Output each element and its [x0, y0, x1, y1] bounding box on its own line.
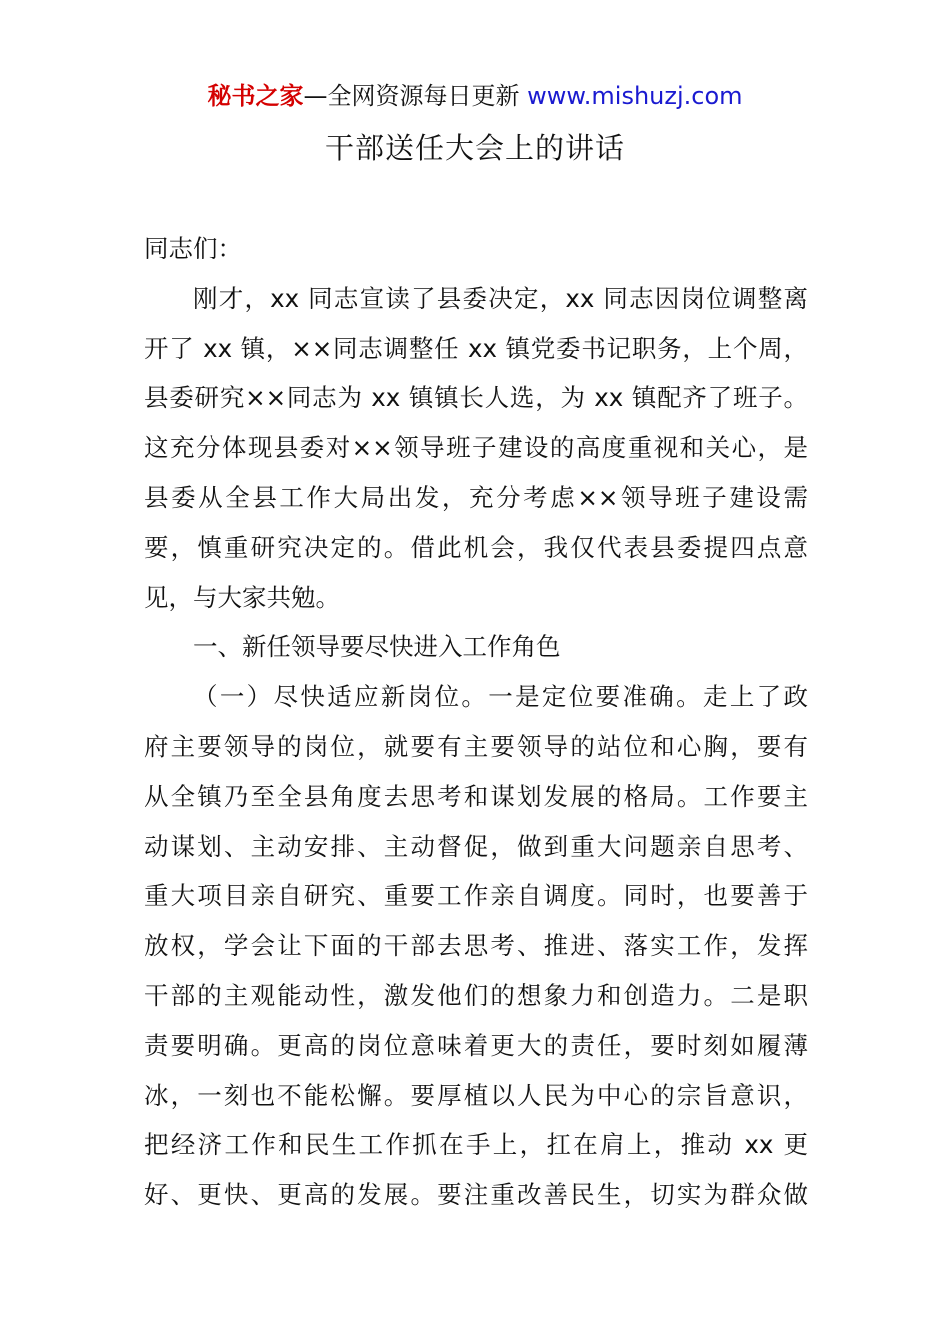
text-line: 县委研究××同志为 xx 镇镇长人选，为 xx 镇配齐了班子。 — [144, 383, 808, 413]
text-line: 这充分体现县委对××领导班子建设的高度重视和关心，是 — [144, 433, 808, 463]
text-line: 把经济工作和民生工作抓在手上，扛在肩上，推动 xx 更 — [144, 1130, 808, 1160]
document-body — [144, 224, 808, 1220]
section-heading: 一、新任领导要尽快进入工作角色 — [193, 632, 561, 662]
salutation-line: 同志们： — [144, 234, 242, 263]
text-line: （一）尽快适应新岗位。一是定位要准确。走上了政 — [193, 682, 808, 712]
text-line: 动谋划、主动安排、主动督促，做到重大问题亲自思考、 — [144, 831, 808, 861]
text-line: 开了 xx 镇，××同志调整任 xx 镇党委书记职务，上个周， — [144, 333, 808, 363]
header-tagline: —全网资源每日更新 — [303, 82, 528, 110]
text-line: 责要明确。更高的岗位意味着更大的责任，要时刻如履薄 — [144, 1030, 808, 1060]
text-line: 刚才，xx 同志宣读了县委决定，xx 同志因岗位调整离 — [193, 283, 808, 313]
site-header — [0, 80, 950, 112]
text-line: 冰，一刻也不能松懈。要厚植以人民为中心的宗旨意识， — [144, 1080, 808, 1110]
text-line: 要，慎重研究决定的。借此机会，我仅代表县委提四点意 — [144, 532, 808, 562]
document-title: 干部送任大会上的讲话 — [324, 131, 625, 165]
text-line: 县委从全县工作大局出发，充分考虑××领导班子建设需 — [144, 482, 808, 512]
text-line: 从全镇乃至全县角度去思考和谋划发展的格局。工作要主 — [144, 781, 808, 811]
text-line: 好、更快、更高的发展。要注重改善民生，切实为群众做 — [144, 1180, 808, 1210]
site-url-link[interactable]: www.mishuzj.com — [527, 82, 743, 110]
text-line: 干部的主观能动性，激发他们的想象力和创造力。二是职 — [144, 980, 808, 1010]
text-line: 见，与大家共勉。 — [144, 582, 340, 612]
text-line: 重大项目亲自研究、重要工作亲自调度。同时，也要善于 — [144, 881, 808, 911]
brand-name: 秘书之家 — [207, 82, 304, 110]
text-line: 府主要领导的岗位，就要有主要领导的站位和心胸，要有 — [144, 731, 808, 761]
text-line: 放权，学会让下面的干部去思考、推进、落实工作，发挥 — [144, 931, 808, 961]
